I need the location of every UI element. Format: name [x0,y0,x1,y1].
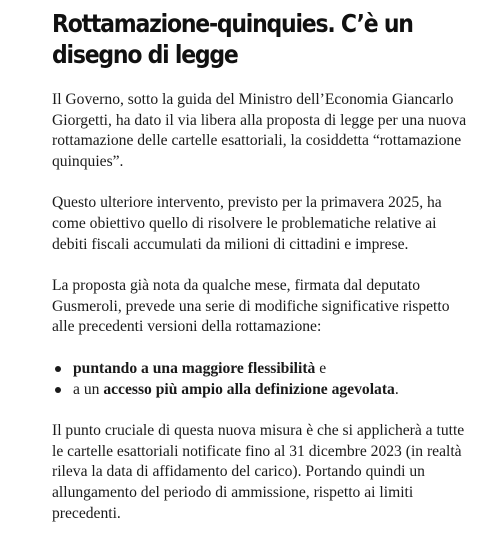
list-item-bold: accesso più ampio alla definizione agevolata [103,380,395,398]
list-item [52,359,472,380]
paragraph-closing: Il punto cruciale di questa nuova misura è che si applicherà a tutte le cartelle esattoriali notificate fino al 31 dicembre 2023 (in realtà rileva la data di affidamento del carico). Portando quindi un allungamento del periodo di ammissione, rispetto ai limiti precedenti. [52,422,465,522]
bullet-icon [55,387,61,393]
modifications-list [52,359,472,400]
article [52,8,472,545]
article-title: Rottamazione-quinquies. C’è un disegno di legge [52,9,413,69]
list-item-text: . [394,380,399,398]
paragraph-3: La proposta già nota da qualche mese, firmata dal deputato Gusmeroli, prevede una serie di modifiche significative rispetto alle precedenti versioni della rottamazione: [52,277,450,336]
list-item [52,380,472,401]
list-item-text: e [315,359,327,377]
bullet-icon [55,366,61,372]
list-item-bold: puntando a una maggiore flessibilità [73,359,316,377]
list-item-prefix: a un [73,380,104,398]
paragraph-1: Il Governo, sotto la guida del Ministro dell’Economia Giancarlo Giorgetti, ha dato il via libera alla proposta di legge per una nuova rottamazione delle cartelle esattoriali, la cosiddetta “rottamazione quinquies”. [52,91,467,170]
paragraph-2: Questo ulteriore intervento, previsto per la primavera 2025, ha come obiettivo quello di risolvere le problematiche relative ai debiti fiscali accumulati da milioni di cittadini e imprese. [52,194,442,253]
